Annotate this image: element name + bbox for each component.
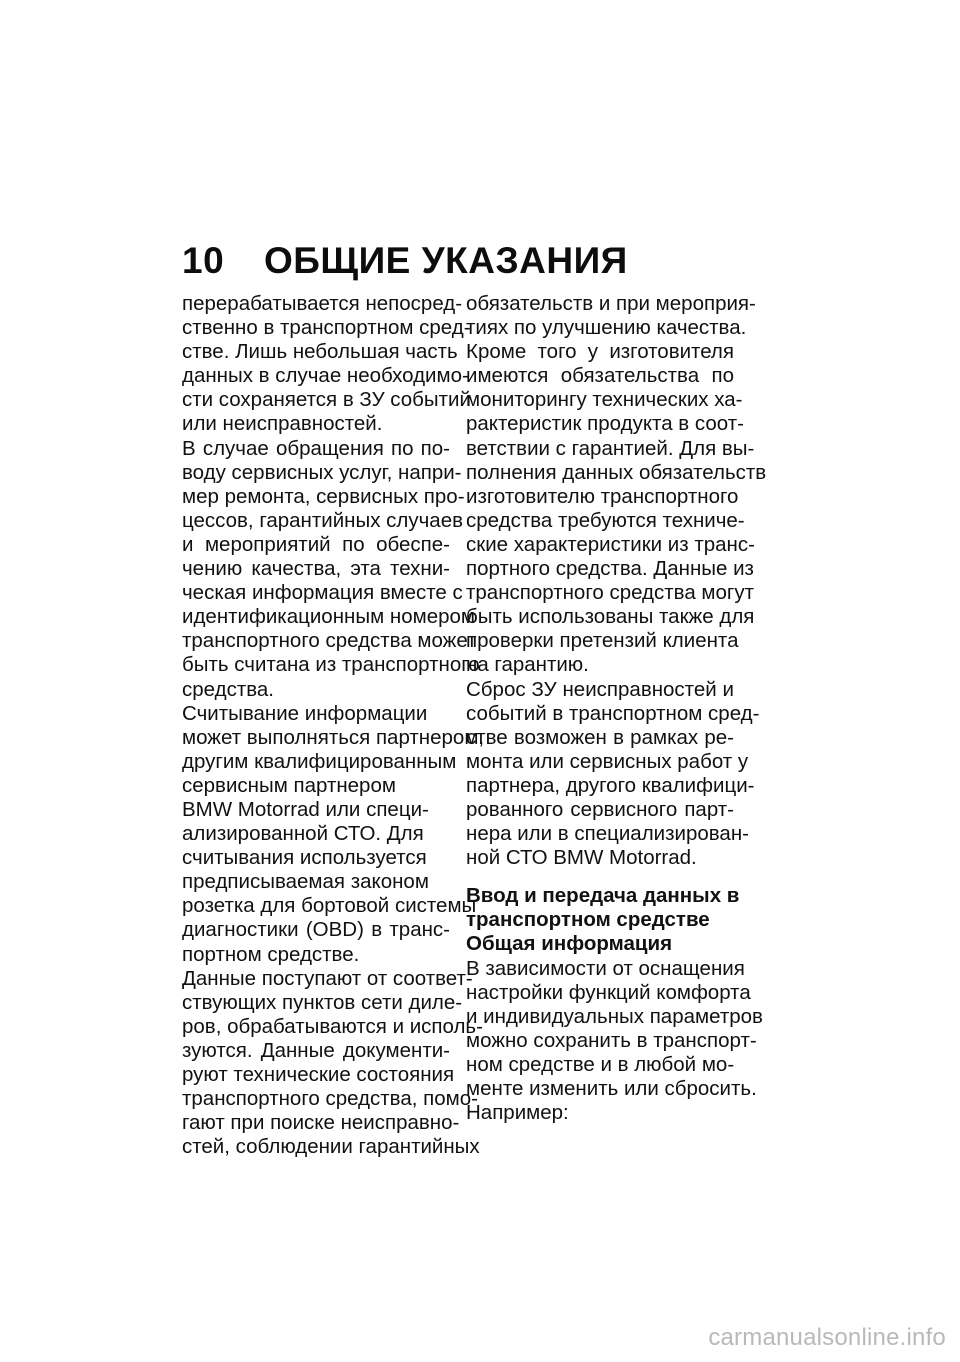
text-line: партнера, другого квалифици- <box>466 773 755 797</box>
text-line: BMW Motorrad или специ- <box>182 797 429 821</box>
left-column <box>182 292 485 1159</box>
right-column-paragraph-end <box>466 956 763 1126</box>
text-line: другим квалифицированным <box>182 749 457 773</box>
text-line: транспортного средства могут <box>466 581 755 605</box>
text-line: изготовителю транспортного <box>466 484 739 508</box>
text-line: и индивидуальных параметров <box>466 1004 763 1028</box>
text-line: руют технические состояния <box>182 1063 455 1086</box>
text-line: ские характеристики из транс- <box>466 532 755 556</box>
text-line: мониторингу технических ха- <box>466 388 743 412</box>
text-line: быть использованы также для <box>466 605 755 629</box>
text-line: тиях по улучшению качества. <box>466 316 747 340</box>
text-line: стве возможен в рамках ре- <box>466 725 734 749</box>
text-line: идентификационным номером <box>182 605 475 629</box>
text-line: ветствии с гарантией. Для вы- <box>466 436 755 460</box>
text-line: событий в транспортном сред- <box>466 701 760 725</box>
text-line: на гарантию. <box>466 653 589 677</box>
text-line: ализированной СТО. Для <box>182 822 424 846</box>
text-line: средства. <box>182 677 274 701</box>
text-line: сервисным партнером <box>182 773 396 797</box>
chapter-number: 10 <box>182 240 225 281</box>
text-line: обязательств и при мероприя- <box>466 292 756 315</box>
text-line: считывания используется <box>182 846 427 870</box>
text-line: зуются. Данные документи- <box>182 1038 450 1062</box>
text-line: предписываемая законом <box>182 870 429 894</box>
chapter-header <box>182 240 628 282</box>
text-line: ной СТО BMW Motorrad. <box>466 846 697 870</box>
text-line: Сброс ЗУ неисправностей и <box>466 677 734 701</box>
text-line: розетка для бортовой системы <box>182 894 477 918</box>
text-line: цессов, гарантийных случаев <box>182 508 464 532</box>
text-line: Считывание информации <box>182 701 428 725</box>
right-column <box>466 292 767 1125</box>
section-heading-line: транспортном средстве <box>466 908 710 932</box>
text-line: портного средства. Данные из <box>466 557 754 581</box>
text-line: В случае обращения по по- <box>182 436 450 460</box>
text-line: мер ремонта, сервисных про- <box>182 484 465 508</box>
text-line: настройки функций комфорта <box>466 980 751 1004</box>
text-line: монта или сервисных работ у <box>466 749 749 773</box>
text-line: диагностики (OBD) в транс- <box>182 918 450 942</box>
text-line: ном средстве и в любой мо- <box>466 1052 735 1076</box>
section-heading-line: Ввод и передача данных в <box>466 884 740 908</box>
text-line: полнения данных обязательств <box>466 460 767 484</box>
text-line: ческая информация вместе с <box>182 581 463 605</box>
text-line: Данные поступают от соответ- <box>182 966 473 990</box>
text-line: имеются обязательства по <box>466 364 734 388</box>
text-line: Например: <box>466 1101 569 1125</box>
text-line: нера или в специализирован- <box>466 822 749 846</box>
text-line: ствующих пунктов сети диле- <box>182 990 463 1014</box>
text-line: воду сервисных услуг, напри- <box>182 460 462 484</box>
footer-watermark: carmanualsonline.info <box>708 1324 946 1351</box>
text-line: транспортного средства, помо- <box>182 1087 478 1111</box>
text-line: ров, обрабатываются и исполь- <box>182 1014 483 1038</box>
text-line: В зависимости от оснащения <box>466 956 745 980</box>
text-line: быть считана из транспортного <box>182 653 480 677</box>
chapter-title: ОБЩИЕ УКАЗАНИЯ <box>264 240 628 281</box>
text-line: можно сохранить в транспорт- <box>466 1028 757 1052</box>
text-line: проверки претензий клиента <box>466 629 739 653</box>
text-line: может выполняться партнером, <box>182 725 485 749</box>
text-line: данных в случае необходимо- <box>182 364 469 388</box>
text-line: транспортного средства может <box>182 629 477 653</box>
section-heading-data-entry <box>466 884 740 956</box>
text-line: гают при поиске неисправно- <box>182 1111 460 1135</box>
text-line: средства требуются техниче- <box>466 508 745 532</box>
text-line: рованного сервисного парт- <box>466 797 734 821</box>
text-line: стей, соблюдении гарантийных <box>182 1135 480 1159</box>
text-line: рактеристик продукта в соот- <box>466 412 744 436</box>
text-line: стве. Лишь небольшая часть <box>182 340 458 364</box>
text-line: и мероприятий по обеспе- <box>182 532 450 556</box>
text-line: портном средстве. <box>182 942 360 966</box>
right-column-paragraphs <box>466 292 767 870</box>
text-line: чению качества, эта техни- <box>182 557 450 581</box>
text-line: Кроме того у изготовителя <box>466 340 734 364</box>
text-line: перерабатывается непосред- <box>182 292 463 315</box>
text-line: ственно в транспортном сред- <box>182 316 471 340</box>
subsection-heading: Общая информация <box>466 932 673 956</box>
text-line: или неисправностей. <box>182 412 383 436</box>
text-line: сти сохраняется в ЗУ событий <box>182 388 471 412</box>
text-line: менте изменить или сбросить. <box>466 1077 757 1100</box>
